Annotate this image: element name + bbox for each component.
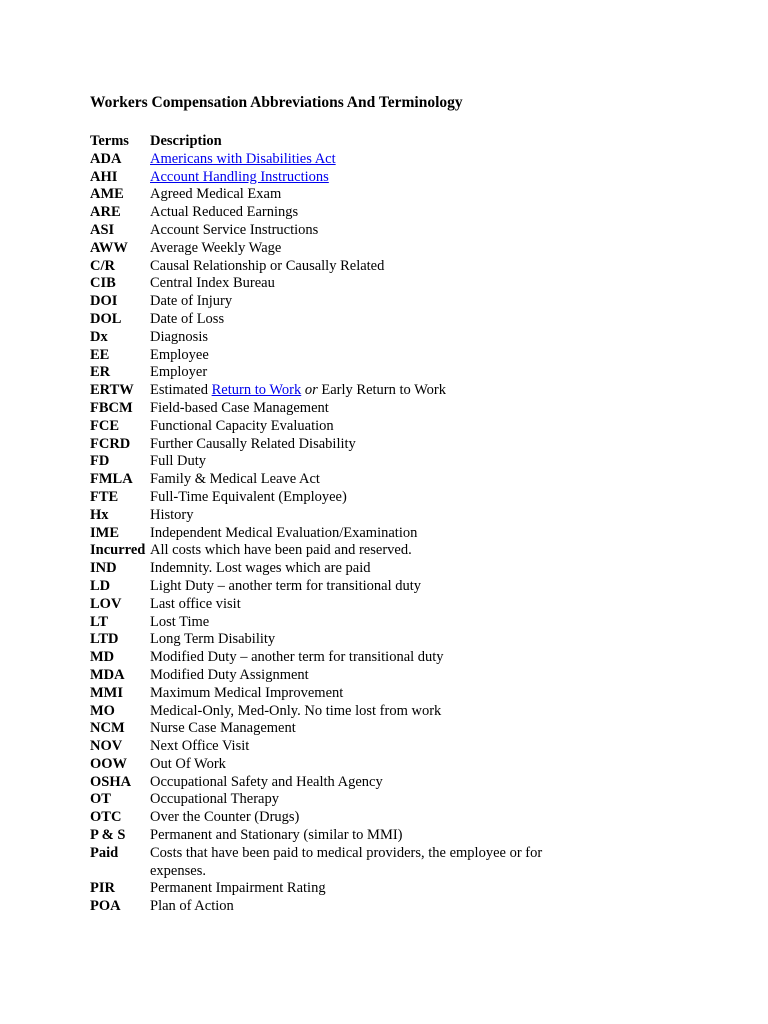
term-row [90,525,730,543]
term-description [150,774,570,792]
term-abbreviation: ARE [90,204,121,221]
term-row [90,542,730,560]
term-description [150,364,570,382]
term-row [90,151,730,169]
description-text: Field-based Case Management [150,399,329,416]
description-text: Light Duty – another term for transitional duty [150,577,422,594]
term-description [150,720,570,738]
term-abbreviation: CIB [90,275,116,292]
description-text: Medical-Only, Med-Only. No time lost from work [150,702,442,719]
term-row [90,703,730,721]
term-description [150,667,570,685]
term-abbreviation: OOW [90,755,128,772]
term-abbreviation: AME [90,186,124,203]
term-description [150,560,570,578]
term-abbreviation: MD [90,649,115,666]
term-abbreviation: OT [90,791,111,808]
description-text: Modified Duty – another term for transitional duty [150,649,444,666]
description-italic-text: or [304,382,318,399]
term-abbreviation: MMI [90,684,124,701]
term-abbreviation: ADA [90,150,122,167]
term-row [90,258,730,276]
term-abbreviation: POA [90,898,121,915]
description-text: Indemnity. Lost wages which are paid [150,560,371,577]
term-description [150,418,570,436]
term-description [150,649,570,667]
description-text: Over the Counter (Drugs) [150,809,300,826]
description-text: Date of Injury [150,293,233,310]
term-row [90,347,730,365]
term-description [150,631,570,649]
term-description [150,382,570,400]
term-description [150,756,570,774]
term-row [90,578,730,596]
term-description [150,275,570,293]
term-row [90,845,730,881]
description-text: Lost Time [150,613,210,630]
term-abbreviation: FTE [90,488,119,505]
description-text: Out Of Work [150,755,226,772]
term-description [150,347,570,365]
term-abbreviation: DOL [90,310,122,327]
term-description [150,453,570,471]
description-link[interactable]: Return to Work [211,382,302,399]
term-row [90,453,730,471]
term-row [90,222,730,240]
term-row [90,204,730,222]
term-description [150,258,570,276]
term-description [150,685,570,703]
term-description [150,703,570,721]
description-text: Permanent and Stationary (similar to MMI) [150,827,403,844]
term-row [90,186,730,204]
term-abbreviation: AWW [90,239,128,256]
term-description [150,614,570,632]
description-text: Occupational Safety and Health Agency [150,773,383,790]
term-abbreviation: Hx [90,506,109,523]
term-description [150,169,570,187]
description-text: Maximum Medical Improvement [150,684,344,701]
term-description [150,204,570,222]
term-row [90,774,730,792]
term-row [90,898,730,916]
description-text: Date of Loss [150,310,225,327]
description-text: Agreed Medical Exam [150,186,282,203]
term-abbreviation: C/R [90,257,115,274]
term-row [90,507,730,525]
term-row [90,720,730,738]
term-description [150,880,570,898]
term-row [90,738,730,756]
terms-header-row [90,133,730,151]
term-row [90,614,730,632]
description-text: Account Service Instructions [150,221,319,238]
term-abbreviation: Incurred [90,542,146,559]
description-text: Central Index Bureau [150,275,275,292]
term-abbreviation: MDA [90,666,125,683]
term-description [150,898,570,916]
description-text: Causal Relationship or Causally Related [150,257,385,274]
term-row [90,827,730,845]
term-description [150,311,570,329]
term-row [90,649,730,667]
description-text: History [150,506,194,523]
description-text: Costs that have been paid to medical providers, the employee or for expenses. [150,844,543,879]
term-row [90,400,730,418]
description-text: Long Term Disability [150,631,276,648]
term-row [90,756,730,774]
term-abbreviation: ERTW [90,382,134,399]
term-abbreviation: LD [90,577,111,594]
term-abbreviation: IND [90,560,117,577]
description-text: Next Office Visit [150,738,250,755]
term-description [150,578,570,596]
term-abbreviation: PIR [90,880,115,897]
term-abbreviation: LTD [90,631,119,648]
description-text: Modified Duty Assignment [150,666,309,683]
term-abbreviation: FD [90,453,110,470]
term-row [90,809,730,827]
term-abbreviation: IME [90,524,119,541]
term-description [150,809,570,827]
description-text: Estimated [150,382,212,399]
description-column-header: Description [150,133,222,149]
description-text: Further Causally Related Disability [150,435,356,452]
term-abbreviation: OTC [90,809,122,826]
term-description [150,845,570,881]
description-text: Full-Time Equivalent (Employee) [150,488,347,505]
description-text: Functional Capacity Evaluation [150,417,334,434]
term-row [90,418,730,436]
term-row [90,436,730,454]
document-title: Workers Compensation Abbreviations And Terminology [90,94,463,111]
term-row [90,275,730,293]
description-text: Early Return to Work [317,382,446,399]
term-row [90,631,730,649]
description-text: Last office visit [150,595,241,612]
term-row [90,329,730,347]
description-text: Actual Reduced Earnings [150,204,299,221]
term-description [150,186,570,204]
term-abbreviation: AHI [90,168,118,185]
term-row [90,364,730,382]
term-description [150,151,570,169]
term-description [150,240,570,258]
term-row [90,311,730,329]
term-abbreviation: EE [90,346,110,363]
term-description [150,827,570,845]
term-row [90,667,730,685]
description-text: Average Weekly Wage [150,239,282,256]
description-text: Nurse Case Management [150,720,296,737]
description-text: Permanent Impairment Rating [150,880,326,897]
term-description [150,507,570,525]
description-text: Independent Medical Evaluation/Examination [150,524,418,541]
term-row [90,560,730,578]
term-description [150,738,570,756]
term-abbreviation: NOV [90,738,123,755]
term-row [90,685,730,703]
term-description [150,471,570,489]
term-row [90,489,730,507]
term-abbreviation: ASI [90,221,115,238]
term-description [150,791,570,809]
description-link[interactable]: Americans with Disabilities Act [150,150,336,167]
term-description [150,489,570,507]
terms-list [90,133,730,916]
term-description [150,525,570,543]
term-description [150,329,570,347]
term-description [150,222,570,240]
term-abbreviation: MO [90,702,115,719]
term-abbreviation: OSHA [90,773,132,790]
term-row [90,596,730,614]
terms-column-header: Terms [90,133,129,149]
term-abbreviation: ER [90,364,111,381]
term-abbreviation: Paid [90,844,119,861]
term-description [150,400,570,418]
term-row [90,382,730,400]
description-text: All costs which have been paid and reserved. [150,542,412,559]
term-abbreviation: LT [90,613,109,630]
term-description [150,436,570,454]
description-text: Diagnosis [150,328,208,345]
description-text: Occupational Therapy [150,791,279,808]
description-text: Employer [150,364,208,381]
term-abbreviation: NCM [90,720,125,737]
term-abbreviation: FCRD [90,435,131,452]
description-text: Family & Medical Leave Act [150,471,320,488]
document-page [90,93,730,916]
term-row [90,169,730,187]
description-text: Full Duty [150,453,206,470]
term-description [150,596,570,614]
term-abbreviation: P & S [90,827,126,844]
term-row [90,791,730,809]
description-text: Plan of Action [150,898,234,915]
term-abbreviation: DOI [90,293,118,310]
term-abbreviation: Dx [90,328,108,345]
term-abbreviation: FCE [90,417,119,434]
description-text: Employee [150,346,209,363]
term-abbreviation: FMLA [90,471,133,488]
term-row [90,293,730,311]
description-link[interactable]: Account Handling Instructions [150,168,329,185]
term-abbreviation: FBCM [90,399,133,416]
term-row [90,471,730,489]
term-abbreviation: LOV [90,595,122,612]
term-description [150,293,570,311]
term-row [90,880,730,898]
term-description [150,542,570,560]
term-row [90,240,730,258]
